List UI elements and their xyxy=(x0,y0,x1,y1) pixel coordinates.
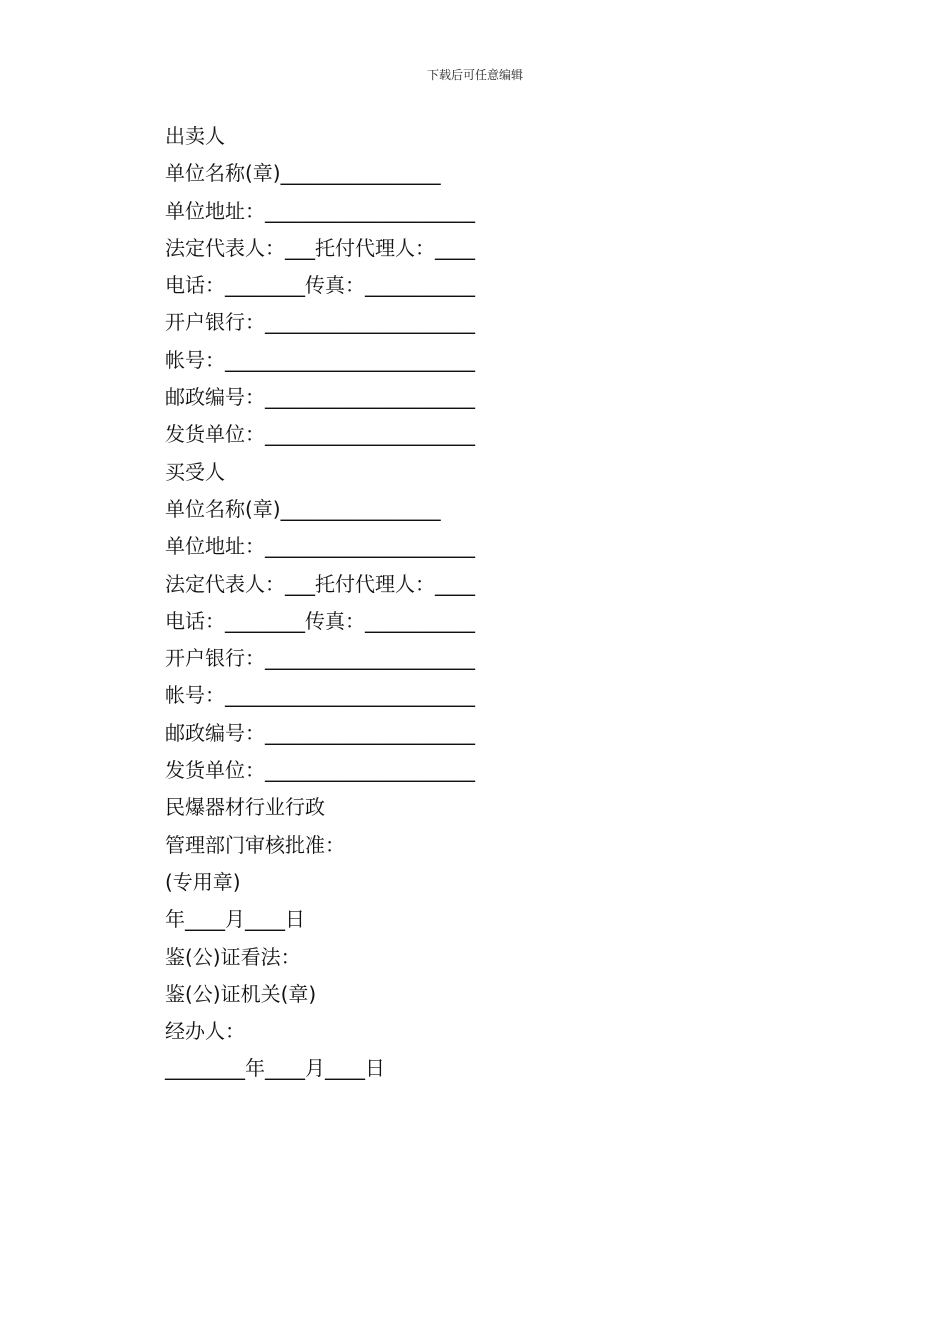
seller-phone-fax-line: 电话：________传真：___________ xyxy=(165,273,475,298)
buyer-representative-line: 法定代表人：___托付代理人：____ xyxy=(165,571,475,596)
seller-postcode-line: 邮政编号：_____________________ xyxy=(165,385,475,410)
seller-bank-line: 开户银行：_____________________ xyxy=(165,310,475,335)
buyer-bank-line: 开户银行：_____________________ xyxy=(165,646,475,671)
buyer-phone-fax-line: 电话：________传真：___________ xyxy=(165,608,475,633)
authority-heading-line-2: 管理部门审核批准： xyxy=(165,832,345,857)
buyer-unit-name-line: 单位名称(章)________________ xyxy=(165,496,441,521)
authority-heading-line-1: 民爆器材行业行政 xyxy=(165,795,325,820)
document-body xyxy=(165,118,525,1088)
seller-address-line: 单位地址：_____________________ xyxy=(165,198,475,223)
seller-shipping-unit-line: 发货单位：_____________________ xyxy=(165,422,475,447)
handler-label: 经办人： xyxy=(165,1019,245,1044)
buyer-heading: 买受人 xyxy=(165,459,225,484)
special-seal-label: (专用章) xyxy=(165,869,241,894)
seller-representative-line: 法定代表人：___托付代理人：____ xyxy=(165,235,475,260)
seller-unit-name-line: 单位名称(章)________________ xyxy=(165,161,441,186)
notary-date-line: ________年____月____日 xyxy=(165,1056,385,1081)
page-header: 下载后可任意编辑 xyxy=(426,68,523,82)
approval-date-line: 年____月____日 xyxy=(165,907,305,932)
buyer-postcode-line: 邮政编号：_____________________ xyxy=(165,720,475,745)
buyer-address-line: 单位地址：_____________________ xyxy=(165,534,475,559)
buyer-account-line: 帐号：_________________________ xyxy=(165,683,475,708)
notary-opinion-label: 鉴(公)证看法： xyxy=(165,944,301,969)
notary-office-seal-label: 鉴(公)证机关(章) xyxy=(165,981,317,1006)
seller-account-line: 帐号：_________________________ xyxy=(165,347,475,372)
buyer-shipping-unit-line: 发货单位：_____________________ xyxy=(165,758,475,783)
seller-heading: 出卖人 xyxy=(165,124,225,148)
